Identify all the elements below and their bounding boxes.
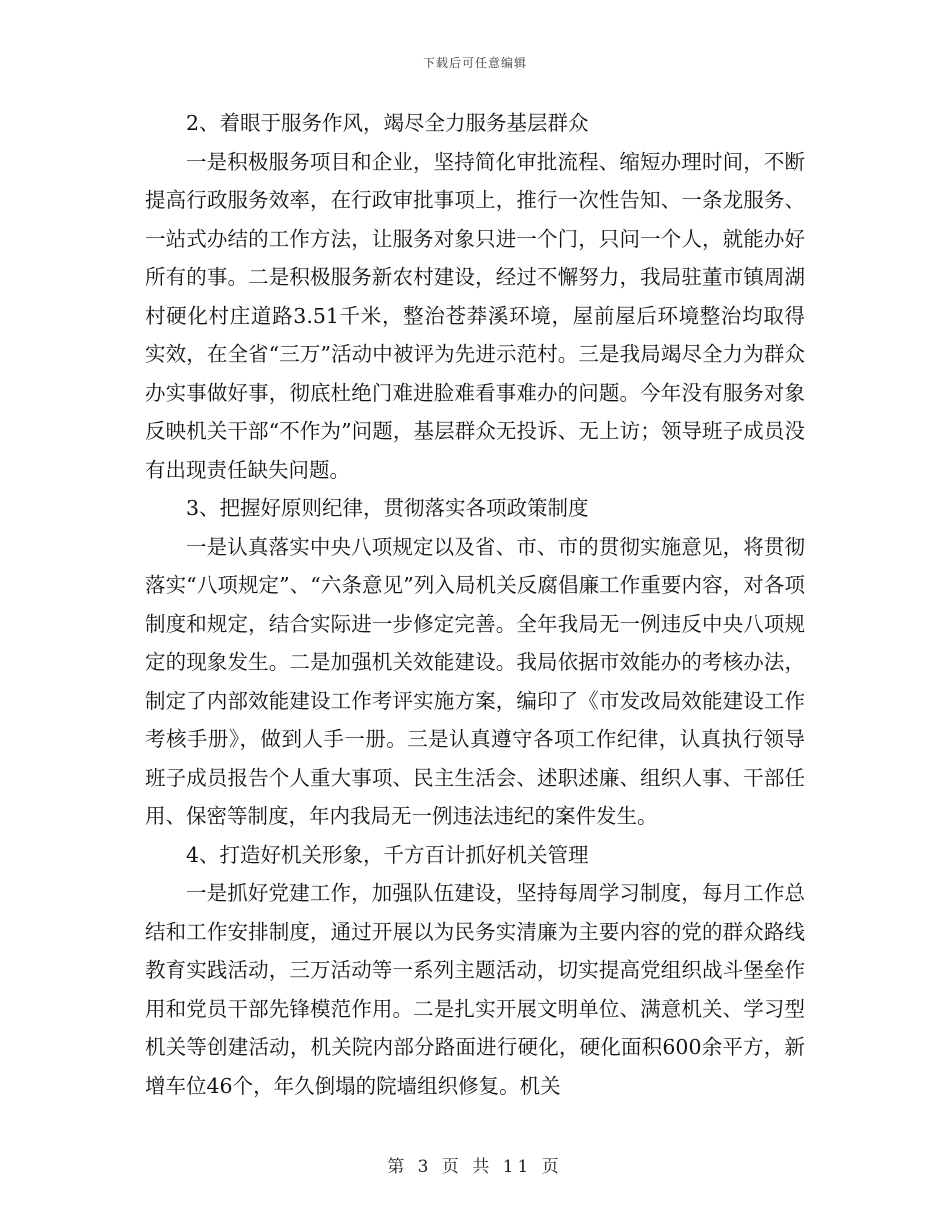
document-body (145, 104, 805, 1105)
page-number-footer: 第 3 页 共 11 页 (387, 1157, 563, 1177)
body-paragraph: 一是积极服务项目和企业，坚持简化审批流程、缩短办理时间，不断提高行政服务效率，在行政审批事项上，推行一次性告知、一条龙服务、一站式办结的工作方法，让服务对象只进一个门，只问一个人，就能办好所有的事。二是积极服务新农村建设，经过不懈努力，我局驻董市镇周湖村硬化村庄道路3.51千米，整治苍莽溪环境，屋前屋后环境整治均取得实效，在全省“三万”活动中被评为先进示范村。三是我局竭尽全力为群众办实事做好事，彻底杜绝门难进脸难看事难办的问题。今年没有服务对象反映机关干部“不作为”问题，基层群众无投诉、无上访；领导班子成员没有出现责任缺失问题。 (145, 149, 805, 482)
body-paragraph: 一是抓好党建工作，加强队伍建设，坚持每周学习制度，每月工作总结和工作安排制度，通过开展以为民务实清廉为主要内容的党的群众路线教育实践活动，三万活动等一系列主题活动，切实提高党组织战斗堡垒作用和党员干部先锋模范作用。二是扎实开展文明单位、满意机关、学习型机关等创建活动，机关院内部分路面进行硬化，硬化面积600余平方，新增车位46个，年久倒塌的院墙组织修复。机关 (145, 881, 805, 1098)
section-heading-2: 2、着眼于服务作风，竭尽全力服务基层群众 (186, 111, 589, 135)
body-paragraph: 一是认真落实中央八项规定以及省、市、市的贯彻实施意见，将贯彻落实“八项规定”、“六条意见”列入局机关反腐倡廉工作重要内容，对各项制度和规定，结合实际进一步修定完善。全年我局无一例违反中央八项规定的现象发生。二是加强机关效能建设。我局依据市效能办的考核办法，制定了内部效能建设工作考评实施方案，编印了《市发改局效能建设工作考核手册》，做到人手一册。三是认真遵守各项工作纪律，认真执行领导班子成员报告个人重大事项、民主生活会、述职述廉、组织人事、干部任用、保密等制度，年内我局无一例违法违纪的案件发生。 (145, 534, 805, 828)
section-heading-4: 4、打造好机关形象，千方百计抓好机关管理 (186, 842, 589, 867)
section-heading-3: 3、把握好原则纪律，贯彻落实各项政策制度 (186, 496, 589, 520)
page-header: 下载后可任意编辑 (422, 56, 527, 70)
